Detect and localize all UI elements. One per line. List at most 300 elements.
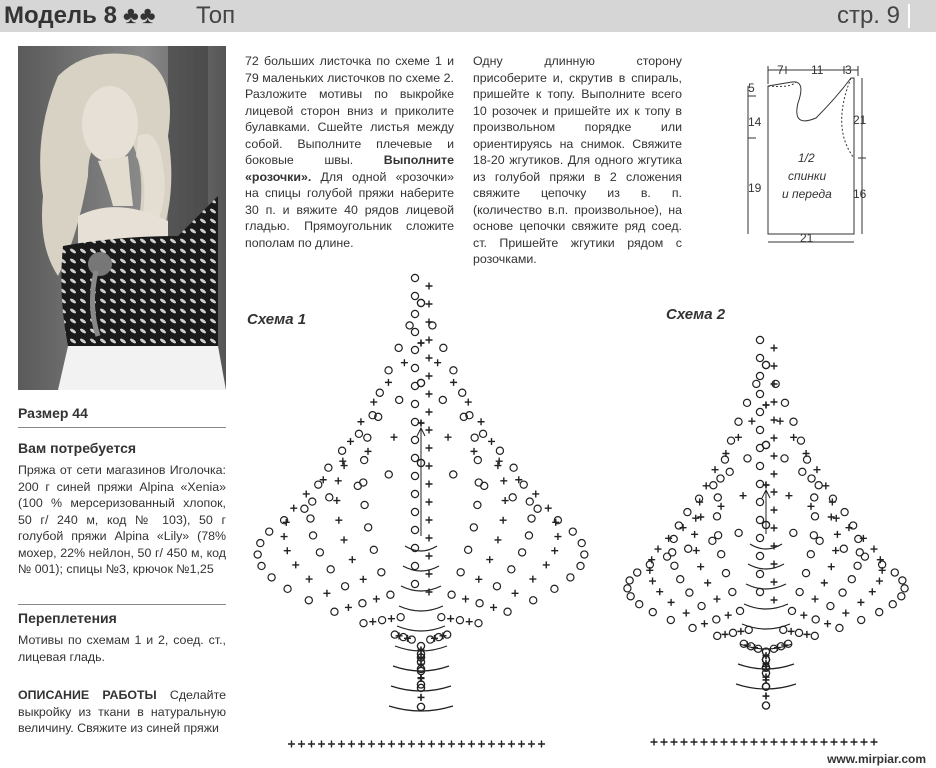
chain-stitch-symbol bbox=[385, 471, 392, 478]
chain-stitch-symbol bbox=[439, 396, 446, 403]
chain-stitch-symbol bbox=[811, 494, 818, 501]
single-crochet-symbol bbox=[358, 741, 365, 748]
chain-stitch-symbol bbox=[528, 515, 535, 522]
chain-stitch-symbol bbox=[667, 616, 674, 623]
single-crochet-symbol bbox=[339, 458, 346, 465]
chain-stitch-symbol bbox=[756, 426, 763, 433]
single-crochet-symbol bbox=[529, 576, 536, 583]
single-crochet-symbol bbox=[447, 615, 454, 622]
single-crochet-symbol bbox=[771, 597, 778, 604]
single-crochet-symbol bbox=[871, 739, 878, 746]
single-crochet-symbol bbox=[771, 363, 778, 370]
divider bbox=[18, 604, 226, 605]
chain-stitch-symbol bbox=[756, 354, 763, 361]
single-crochet-symbol bbox=[741, 739, 748, 746]
chain-stitch-symbol bbox=[722, 570, 729, 577]
chain-stitch-symbol bbox=[387, 591, 394, 598]
dim-7: 7 bbox=[777, 63, 784, 77]
single-crochet-symbol bbox=[821, 579, 828, 586]
chain-stitch-symbol bbox=[899, 577, 906, 584]
single-crochet-symbol bbox=[488, 438, 495, 445]
single-crochet-symbol bbox=[763, 402, 770, 409]
chain-stitch-symbol bbox=[735, 418, 742, 425]
single-crochet-symbol bbox=[721, 739, 728, 746]
single-crochet-symbol bbox=[335, 477, 342, 484]
chain-stitch-symbol bbox=[756, 516, 763, 523]
single-crochet-symbol bbox=[426, 427, 433, 434]
single-crochet-symbol bbox=[488, 741, 495, 748]
chain-stitch-symbol bbox=[808, 475, 815, 482]
chain-stitch-symbol bbox=[427, 636, 434, 643]
patterns-heading: Переплетения bbox=[18, 610, 117, 626]
single-crochet-symbol bbox=[785, 492, 792, 499]
chain-stitch-symbol bbox=[827, 602, 834, 609]
chain-stitch-symbol bbox=[816, 537, 823, 544]
chain-stitch-symbol bbox=[861, 553, 868, 560]
chain-stitch-symbol bbox=[756, 390, 763, 397]
single-crochet-symbol bbox=[426, 445, 433, 452]
single-crochet-symbol bbox=[465, 399, 472, 406]
single-crochet-symbol bbox=[518, 741, 525, 748]
chain-stitch-symbol bbox=[510, 464, 517, 471]
single-crochet-symbol bbox=[426, 301, 433, 308]
single-crochet-symbol bbox=[845, 524, 852, 531]
crochet-scheme-2 bbox=[606, 330, 926, 754]
chain-stitch-symbol bbox=[417, 299, 424, 306]
single-crochet-symbol bbox=[722, 631, 729, 638]
chain-stitch-symbol bbox=[316, 549, 323, 556]
chain-stitch-symbol bbox=[790, 418, 797, 425]
chain-stitch-symbol bbox=[411, 346, 418, 353]
single-crochet-symbol bbox=[308, 741, 315, 748]
single-crochet-symbol bbox=[478, 741, 485, 748]
single-crochet-symbol bbox=[345, 604, 352, 611]
single-crochet-symbol bbox=[668, 599, 675, 606]
chain-stitch-symbol bbox=[520, 481, 527, 488]
chain-stitch-symbol bbox=[326, 494, 333, 501]
chain-stitch-symbol bbox=[740, 640, 747, 647]
chain-stitch-symbol bbox=[710, 482, 717, 489]
chain-stitch-symbol bbox=[411, 292, 418, 299]
chain-stitch-symbol bbox=[479, 430, 486, 437]
single-crochet-symbol bbox=[390, 434, 397, 441]
single-crochet-symbol bbox=[691, 531, 698, 538]
single-crochet-symbol bbox=[500, 477, 507, 484]
single-crochet-symbol bbox=[466, 618, 473, 625]
chain-stitch-symbol bbox=[476, 600, 483, 607]
single-crochet-symbol bbox=[735, 434, 742, 441]
chain-stitch-symbol bbox=[624, 585, 631, 592]
chain-stitch-symbol bbox=[525, 532, 532, 539]
single-crochet-symbol bbox=[378, 741, 385, 748]
single-crochet-symbol bbox=[834, 531, 841, 538]
single-crochet-symbol bbox=[335, 517, 342, 524]
chain-stitch-symbol bbox=[448, 591, 455, 598]
crochet-scheme-1 bbox=[236, 268, 606, 756]
single-crochet-symbol bbox=[426, 571, 433, 578]
chain-stitch-symbol bbox=[504, 608, 511, 615]
divider bbox=[18, 427, 226, 428]
chain-stitch-symbol bbox=[450, 471, 457, 478]
pattern-label-2: спинки bbox=[788, 169, 827, 183]
single-crochet-symbol bbox=[318, 741, 325, 748]
slip-stitch-arc bbox=[401, 586, 441, 591]
single-crochet-symbol bbox=[290, 505, 297, 512]
chain-stitch-symbol bbox=[811, 513, 818, 520]
chain-stitch-symbol bbox=[756, 480, 763, 487]
single-crochet-symbol bbox=[462, 595, 469, 602]
slip-stitch-arc bbox=[746, 584, 786, 589]
watermark: www.mirpiar.com bbox=[827, 752, 926, 766]
chain-stitch-symbol bbox=[736, 607, 743, 614]
single-crochet-symbol bbox=[861, 739, 868, 746]
chain-stitch-symbol bbox=[840, 545, 847, 552]
dim-21-bottom: 21 bbox=[800, 231, 814, 245]
single-crochet-symbol bbox=[373, 595, 380, 602]
single-crochet-symbol bbox=[398, 741, 405, 748]
chain-stitch-symbol bbox=[841, 509, 848, 516]
single-crochet-symbol bbox=[538, 741, 545, 748]
single-crochet-symbol bbox=[771, 739, 778, 746]
chain-stitch-symbol bbox=[839, 589, 846, 596]
chain-stitch-symbol bbox=[663, 553, 670, 560]
clubs-icon: ♣♣ bbox=[122, 2, 157, 29]
single-crochet-symbol bbox=[341, 462, 348, 469]
single-crochet-symbol bbox=[418, 694, 425, 701]
single-crochet-symbol bbox=[649, 578, 656, 585]
pattern-label-1: 1/2 bbox=[798, 151, 815, 165]
single-crochet-symbol bbox=[711, 739, 718, 746]
chain-stitch-symbol bbox=[411, 454, 418, 461]
chain-stitch-symbol bbox=[258, 562, 265, 569]
single-crochet-symbol bbox=[828, 514, 835, 521]
single-crochet-symbol bbox=[692, 515, 699, 522]
single-crochet-symbol bbox=[364, 448, 371, 455]
patterns-text: Мотивы по схемам 1 и 2, соед. ст., лицевая гладь. bbox=[18, 633, 226, 664]
single-crochet-symbol bbox=[851, 739, 858, 746]
single-crochet-symbol bbox=[771, 345, 778, 352]
chain-stitch-symbol bbox=[361, 501, 368, 508]
single-crochet-symbol bbox=[450, 379, 457, 386]
chain-stitch-symbol bbox=[309, 498, 316, 505]
single-crochet-symbol bbox=[349, 556, 356, 563]
single-crochet-symbol bbox=[333, 497, 340, 504]
chain-stitch-symbol bbox=[876, 609, 883, 616]
single-crochet-symbol bbox=[368, 741, 375, 748]
chain-stitch-symbol bbox=[721, 456, 728, 463]
chain-stitch-symbol bbox=[671, 562, 678, 569]
dim-11: 11 bbox=[811, 63, 824, 77]
slip-stitch-arc bbox=[750, 544, 782, 549]
single-crochet-symbol bbox=[731, 739, 738, 746]
chain-stitch-symbol bbox=[753, 380, 760, 387]
single-crochet-symbol bbox=[512, 590, 519, 597]
chain-stitch-symbol bbox=[417, 703, 424, 710]
chain-stitch-symbol bbox=[429, 322, 436, 329]
chain-stitch-symbol bbox=[810, 532, 817, 539]
chain-stitch-symbol bbox=[901, 585, 908, 592]
chain-stitch-symbol bbox=[474, 456, 481, 463]
single-crochet-symbol bbox=[284, 547, 291, 554]
dim-14: 14 bbox=[748, 115, 762, 129]
chain-stitch-symbol bbox=[756, 336, 763, 343]
single-crochet-symbol bbox=[831, 739, 838, 746]
slip-stitch-arc bbox=[405, 546, 437, 551]
chain-stitch-symbol bbox=[444, 631, 451, 638]
instructions-col2: 72 больших листочка по схеме 1 и 79 маленьких листочков по схеме 2. Разложите мотивы по выкройке лицевой сторон вниз и приколите булавками. Сшейте листья между собой. Выполните плечевые и боковые швы. Выполните «розочки». Для одной «розочки» на спицы голубой пряжи наберите 30 п. и вяжите 40 рядов лицевой гладью. Прямоугольник сложите пополам по длине. bbox=[245, 54, 454, 250]
single-crochet-symbol bbox=[771, 453, 778, 460]
page-header bbox=[0, 0, 936, 32]
single-crochet-symbol bbox=[671, 739, 678, 746]
single-crochet-symbol bbox=[751, 739, 758, 746]
single-crochet-symbol bbox=[693, 547, 700, 554]
chain-stitch-symbol bbox=[785, 640, 792, 647]
chain-stitch-symbol bbox=[727, 437, 734, 444]
single-crochet-symbol bbox=[475, 576, 482, 583]
chain-stitch-symbol bbox=[756, 588, 763, 595]
chain-stitch-symbol bbox=[698, 602, 705, 609]
single-crochet-symbol bbox=[426, 355, 433, 362]
single-crochet-symbol bbox=[771, 399, 778, 406]
chain-stitch-symbol bbox=[284, 585, 291, 592]
single-crochet-symbol bbox=[500, 517, 507, 524]
single-crochet-symbol bbox=[790, 434, 797, 441]
chain-stitch-symbol bbox=[790, 529, 797, 536]
chain-stitch-symbol bbox=[459, 389, 466, 396]
chain-stitch-symbol bbox=[526, 498, 533, 505]
single-crochet-symbol bbox=[303, 490, 310, 497]
chain-stitch-symbol bbox=[378, 617, 385, 624]
chain-stitch-symbol bbox=[634, 569, 641, 576]
single-crochet-symbol bbox=[338, 741, 345, 748]
single-crochet-symbol bbox=[498, 741, 505, 748]
scheme-2-label: Схема 2 bbox=[666, 306, 726, 323]
single-crochet-symbol bbox=[876, 578, 883, 585]
single-crochet-symbol bbox=[832, 547, 839, 554]
single-crochet-symbol bbox=[718, 503, 725, 510]
chain-stitch-symbol bbox=[257, 539, 264, 546]
chain-stitch-symbol bbox=[756, 498, 763, 505]
single-crochet-symbol bbox=[298, 741, 305, 748]
chain-stitch-symbol bbox=[411, 472, 418, 479]
single-crochet-symbol bbox=[348, 741, 355, 748]
pattern-label-3: и переда bbox=[782, 187, 832, 201]
chain-stitch-symbol bbox=[858, 616, 865, 623]
single-crochet-symbol bbox=[822, 482, 829, 489]
single-crochet-symbol bbox=[655, 546, 662, 553]
chain-stitch-symbol bbox=[305, 597, 312, 604]
single-crochet-symbol bbox=[801, 739, 808, 746]
chain-stitch-symbol bbox=[301, 505, 308, 512]
single-crochet-symbol bbox=[661, 739, 668, 746]
single-crochet-symbol bbox=[771, 417, 778, 424]
single-crochet-symbol bbox=[426, 535, 433, 542]
single-crochet-symbol bbox=[494, 462, 501, 469]
single-crochet-symbol bbox=[434, 359, 441, 366]
chain-stitch-symbol bbox=[578, 539, 585, 546]
chain-stitch-symbol bbox=[796, 588, 803, 595]
single-crochet-symbol bbox=[869, 588, 876, 595]
model-photo bbox=[18, 46, 226, 390]
chain-stitch-symbol bbox=[756, 552, 763, 559]
chain-stitch-symbol bbox=[530, 597, 537, 604]
chain-stitch-symbol bbox=[440, 344, 447, 351]
single-crochet-symbol bbox=[426, 391, 433, 398]
single-crochet-symbol bbox=[713, 596, 720, 603]
chain-stitch-symbol bbox=[411, 328, 418, 335]
chain-stitch-symbol bbox=[811, 632, 818, 639]
chain-stitch-symbol bbox=[396, 396, 403, 403]
single-crochet-symbol bbox=[508, 741, 515, 748]
chain-stitch-symbol bbox=[361, 456, 368, 463]
single-crochet-symbol bbox=[870, 546, 877, 553]
single-crochet-symbol bbox=[703, 482, 710, 489]
chain-stitch-symbol bbox=[756, 408, 763, 415]
single-crochet-symbol bbox=[841, 739, 848, 746]
chain-stitch-symbol bbox=[417, 379, 424, 386]
single-crochet-symbol bbox=[428, 741, 435, 748]
single-crochet-symbol bbox=[370, 399, 377, 406]
single-crochet-symbol bbox=[803, 631, 810, 638]
chain-stitch-symbol bbox=[411, 436, 418, 443]
single-crochet-symbol bbox=[701, 620, 708, 627]
chain-stitch-symbol bbox=[474, 501, 481, 508]
chain-stitch-symbol bbox=[400, 634, 407, 641]
single-crochet-symbol bbox=[426, 481, 433, 488]
chain-stitch-symbol bbox=[266, 528, 273, 535]
single-crochet-symbol bbox=[471, 448, 478, 455]
single-crochet-symbol bbox=[369, 618, 376, 625]
single-crochet-symbol bbox=[468, 741, 475, 748]
chain-stitch-symbol bbox=[807, 551, 814, 558]
chain-stitch-symbol bbox=[756, 570, 763, 577]
single-crochet-symbol bbox=[833, 515, 840, 522]
single-crochet-symbol bbox=[426, 373, 433, 380]
chain-stitch-symbol bbox=[411, 562, 418, 569]
chain-stitch-symbol bbox=[411, 400, 418, 407]
chain-stitch-symbol bbox=[781, 455, 788, 462]
model-title: Модель 8 ♣♣ bbox=[4, 2, 157, 29]
single-crochet-symbol bbox=[426, 553, 433, 560]
chain-stitch-symbol bbox=[378, 569, 385, 576]
chain-stitch-symbol bbox=[508, 566, 515, 573]
chain-stitch-symbol bbox=[360, 620, 367, 627]
chain-stitch-symbol bbox=[577, 562, 584, 569]
single-crochet-symbol bbox=[771, 471, 778, 478]
chain-stitch-symbol bbox=[456, 617, 463, 624]
chain-stitch-symbol bbox=[465, 546, 472, 553]
chain-stitch-symbol bbox=[726, 468, 733, 475]
description-heading: ОПИСАНИЕ РАБОТЫ bbox=[18, 688, 157, 702]
single-crochet-symbol bbox=[478, 418, 485, 425]
chain-stitch-symbol bbox=[254, 551, 261, 558]
chain-stitch-symbol bbox=[338, 447, 345, 454]
chain-stitch-symbol bbox=[744, 455, 751, 462]
single-crochet-symbol bbox=[323, 590, 330, 597]
single-crochet-symbol bbox=[545, 505, 552, 512]
single-crochet-symbol bbox=[857, 599, 864, 606]
single-crochet-symbol bbox=[811, 739, 818, 746]
single-crochet-symbol bbox=[292, 561, 299, 568]
single-crochet-symbol bbox=[812, 596, 819, 603]
chain-stitch-symbol bbox=[475, 620, 482, 627]
chain-stitch-symbol bbox=[891, 569, 898, 576]
chain-stitch-symbol bbox=[411, 274, 418, 281]
chain-stitch-symbol bbox=[569, 528, 576, 535]
chain-stitch-symbol bbox=[307, 515, 314, 522]
chain-stitch-symbol bbox=[341, 583, 348, 590]
chain-stitch-symbol bbox=[799, 468, 806, 475]
chain-stitch-symbol bbox=[685, 545, 692, 552]
chain-stitch-symbol bbox=[493, 583, 500, 590]
dim-19: 19 bbox=[748, 181, 762, 195]
chain-stitch-symbol bbox=[756, 462, 763, 469]
chain-stitch-symbol bbox=[797, 437, 804, 444]
single-crochet-symbol bbox=[680, 524, 687, 531]
single-crochet-symbol bbox=[408, 741, 415, 748]
single-crochet-symbol bbox=[771, 489, 778, 496]
chain-stitch-symbol bbox=[391, 631, 398, 638]
roses-heading: Выполните «розочки». bbox=[245, 153, 454, 184]
single-crochet-symbol bbox=[656, 588, 663, 595]
chain-stitch-symbol bbox=[359, 600, 366, 607]
scheme-1-label: Схема 1 bbox=[247, 311, 307, 328]
single-crochet-symbol bbox=[401, 359, 408, 366]
chain-stitch-symbol bbox=[889, 601, 896, 608]
chain-stitch-symbol bbox=[325, 464, 332, 471]
single-crochet-symbol bbox=[781, 739, 788, 746]
page-number: стр. 9 bbox=[836, 2, 900, 29]
chain-stitch-symbol bbox=[898, 593, 905, 600]
chain-stitch-symbol bbox=[743, 399, 750, 406]
single-crochet-symbol bbox=[691, 739, 698, 746]
chain-stitch-symbol bbox=[450, 367, 457, 374]
single-crochet-symbol bbox=[824, 620, 831, 627]
chain-stitch-symbol bbox=[496, 447, 503, 454]
chain-stitch-symbol bbox=[745, 626, 752, 633]
description-paragraph: ОПИСАНИЕ РАБОТЫ Сделайте выкройку из ткани в натуральную величину. Свяжите из синей пряжи bbox=[18, 688, 226, 735]
single-crochet-symbol bbox=[426, 517, 433, 524]
single-crochet-symbol bbox=[554, 533, 561, 540]
chain-stitch-symbol bbox=[718, 551, 725, 558]
chain-stitch-symbol bbox=[438, 614, 445, 621]
dim-16: 16 bbox=[853, 187, 867, 201]
single-crochet-symbol bbox=[543, 561, 550, 568]
chain-stitch-symbol bbox=[411, 508, 418, 515]
single-crochet-symbol bbox=[426, 283, 433, 290]
single-crochet-symbol bbox=[490, 604, 497, 611]
single-crochet-symbol bbox=[763, 693, 770, 700]
header-divider bbox=[908, 4, 910, 28]
chain-stitch-symbol bbox=[729, 588, 736, 595]
single-crochet-symbol bbox=[704, 579, 711, 586]
chain-stitch-symbol bbox=[534, 505, 541, 512]
single-crochet-symbol bbox=[281, 533, 288, 540]
single-crochet-symbol bbox=[496, 458, 503, 465]
sewing-pattern-diagram bbox=[736, 58, 876, 248]
single-crochet-symbol bbox=[426, 499, 433, 506]
chain-stitch-symbol bbox=[762, 702, 769, 709]
slip-stitch-arc bbox=[403, 566, 439, 571]
chain-stitch-symbol bbox=[581, 551, 588, 558]
chain-stitch-symbol bbox=[567, 574, 574, 581]
single-crochet-symbol bbox=[791, 739, 798, 746]
slip-stitch-arc bbox=[399, 606, 443, 611]
chain-stitch-symbol bbox=[470, 524, 477, 531]
single-crochet-symbol bbox=[328, 741, 335, 748]
single-crochet-symbol bbox=[697, 563, 704, 570]
chain-stitch-symbol bbox=[370, 546, 377, 553]
